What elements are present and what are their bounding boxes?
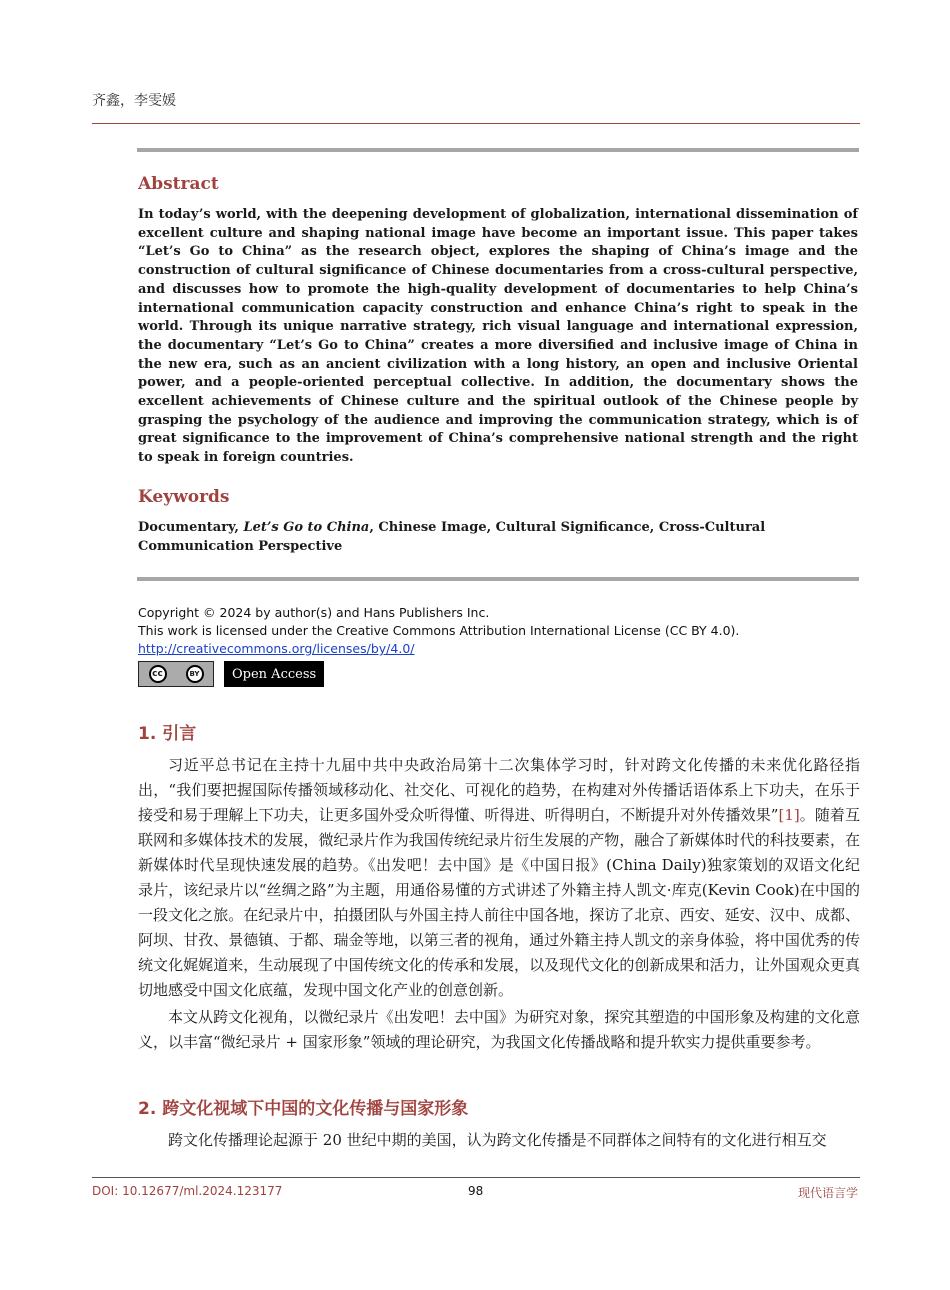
copyright-block: [138, 604, 739, 658]
by-icon: BY: [186, 665, 204, 683]
footer-rule: [92, 1177, 860, 1178]
section1-p1-part-b: 。随着互联网和多媒体技术的发展，微纪录片作为我国传统纪录片衍生发展的产物，融合了新媒体时代的科技要素，在新媒体时代呈现快速发展的趋势。《出发吧！去中国》是《中国日报》(China Daily)独家策划的双语文化纪录片，该纪录片以“丝绸之路”为主题，用通俗易懂的方式讲述了外籍主持人凯文·库克(Kevin Cook)在中国的一段文化之旅。在纪录片中，拍摄团队与外国主持人前往中国各地，探访了北京、西安、延安、汉中、成都、阿坝、甘孜、景德镇、于都、瑞金等地，以第三者的视角，通过外籍主持人凯文的亲身体验，将中国优秀的传统文化娓娓道来，生动展现了中国传统文化的传承和发展，以及现代文化的创新成果和活力，让外国观众更真切地感受中国文化底蕴，发现中国文化产业的创意创新。: [138, 806, 860, 999]
footer-journal: 现代语言学: [797, 1186, 858, 1200]
keywords-title: Let’s Go to China: [243, 520, 370, 535]
section1-p1-part-a: 习近平总书记在主持十九届中共中央政治局第十二次集体学习时，针对跨文化传播的未来优化路径指出，“我们要把握国际传播领域移动化、社交化、可视化的趋势，在构建对外传播话语体系上下功夫，在乐于接受和易于理解上下功夫，让更多国外受众听得懂、听得进、听得明白，不断提升对外传播效果”: [138, 756, 860, 824]
citation-link[interactable]: [1]: [778, 806, 800, 824]
abstract-top-bar: [137, 148, 859, 152]
section1-paragraph2: 本文从跨文化视角，以微纪录片《出发吧！去中国》为研究对象，探究其塑造的中国形象及构建的文化意义，以丰富“微纪录片 + 国家形象”领域的理论研究，为我国文化传播战略和提升软实力提供重要参考。: [138, 1008, 860, 1051]
abstract-heading: Abstract: [138, 174, 219, 194]
footer-doi: DOI: 10.12677/ml.2024.123177: [92, 1184, 283, 1198]
header-rule: [92, 123, 860, 124]
footer-page-number: 98: [468, 1184, 484, 1198]
section1-paragraph1: [138, 753, 860, 1003]
abstract-bottom-bar: [137, 577, 859, 581]
section2-heading: 2. 跨文化视域下中国的文化传播与国家形象: [138, 1099, 469, 1119]
license-line: This work is licensed under the Creative Commons Attribution International License (CC BY 4.0).: [138, 623, 740, 638]
keywords-part2: , Chinese Image, Cultural Significance, Cross-Cultural Communication Perspective: [138, 520, 766, 554]
keywords-heading: Keywords: [138, 487, 230, 507]
section1-heading: 1. 引言: [138, 724, 197, 744]
keywords-text: [138, 518, 858, 556]
keywords-part1: Documentary,: [138, 520, 244, 535]
section2-paragraph1: 跨文化传播理论起源于 20 世纪中期的美国，认为跨文化传播是不同群体之间特有的文化进行相互交: [168, 1131, 827, 1149]
cc-icon: cc: [149, 665, 167, 683]
abstract-text: In today’s world, with the deepening development of globalization, international dissemination of excellent culture and shaping national image have become an important issue. This paper takes “Let’s Go to China” as the research object, explores the shaping of China’s image and the construction of cultural significance of Chinese documentaries from a cross-cultural perspective, and discusses how to promote the high-quality development of documentaries to help China’s international communication capacity construction and enhance China’s right to speak in the world. Through its unique narrative strategy, rich visual language and international expression, the documentary “Let’s Go to China” creates a more diversified and inclusive image of China in the new era, such as an ancient civilization with a long history, an open and inclusive Oriental power, and a people-oriented perceptual collective. In addition, the documentary shows the excellent achievements of Chinese culture and the spiritual outlook of the Chinese people by grasping the psychology of the audience and improving the communication strategy, which is of great significance to the improvement of China’s comprehensive national strength and the right to speak in foreign countries.: [138, 207, 858, 466]
copyright-line: Copyright © 2024 by author(s) and Hans Publishers Inc.: [138, 605, 490, 620]
open-access-badge[interactable]: Open Access: [224, 661, 324, 687]
license-link[interactable]: http://creativecommons.org/licenses/by/4.0/: [138, 641, 415, 656]
license-badges: [138, 661, 324, 687]
cc-by-badge[interactable]: [138, 661, 214, 687]
header-authors: 齐鑫，李雯媛: [92, 93, 176, 109]
